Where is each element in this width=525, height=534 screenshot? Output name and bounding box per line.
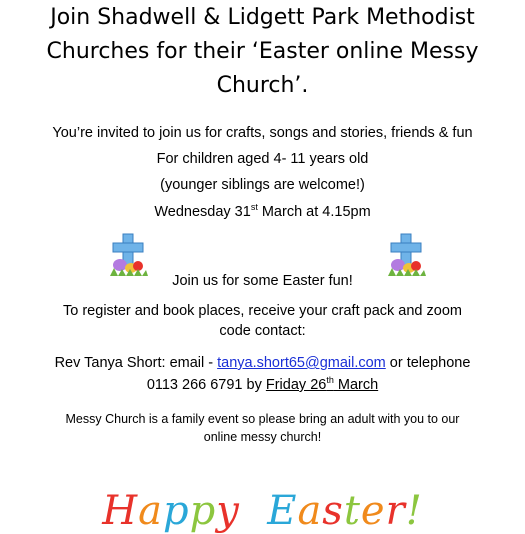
deadline-prefix: Friday 26 (265, 377, 327, 393)
banner-letter: E (267, 488, 298, 534)
date-prefix: Wednesday 31 (154, 204, 251, 220)
banner-letter: s (322, 488, 344, 534)
contact-prefix: Rev Tanya Short: email - (54, 355, 218, 371)
family-note-line-2: online messy church! (203, 430, 322, 444)
banner-letter: p (162, 488, 190, 534)
happy-easter-banner (0, 488, 525, 534)
banner-letter: a (138, 488, 163, 534)
register-line-1: To register and book places, receive your craft pack and zoom (63, 303, 462, 319)
title-line-1: Join Shadwell & Lidgett Park Methodist (50, 5, 475, 30)
banner-letter: y (216, 488, 240, 534)
ages-text: For children aged 4- 11 years old (156, 151, 369, 167)
banner-letter: a (297, 488, 323, 534)
deadline-rest: March (333, 377, 379, 393)
family-note-line-1: Messy Church is a family event so please bring an adult with you to our (65, 412, 460, 426)
deadline-sup: th (326, 375, 334, 386)
banner-letter (240, 488, 267, 534)
register-line-2: code contact: (219, 323, 306, 339)
banner-letter: e (360, 488, 386, 534)
banner-letter: r (385, 488, 406, 534)
email-link[interactable]: tanya.short65@gmail.com (217, 355, 386, 371)
banner-letter: p (189, 488, 217, 534)
easter-fun-text: Join us for some Easter fun! (172, 273, 353, 289)
phone-line (0, 376, 525, 394)
siblings-text: (younger siblings are welcome!) (160, 177, 365, 193)
date-text (0, 203, 525, 221)
contact-line (0, 354, 525, 372)
invite-text: You’re invited to join us for crafts, songs and stories, friends & fun (52, 125, 473, 141)
banner-letter: ! (405, 488, 423, 534)
banner-letter: t (343, 488, 361, 534)
date-rest: March at 4.15pm (257, 204, 371, 220)
title-line-2: Churches for their ‘Easter online Messy (46, 39, 479, 64)
title-line-3: Church’. (216, 73, 309, 98)
phone-number: 0113 266 6791 by (146, 377, 266, 393)
date-suffix: st (250, 202, 258, 213)
banner-letter: H (102, 488, 139, 534)
contact-suffix: or telephone (385, 355, 471, 371)
deadline-date (266, 377, 378, 393)
